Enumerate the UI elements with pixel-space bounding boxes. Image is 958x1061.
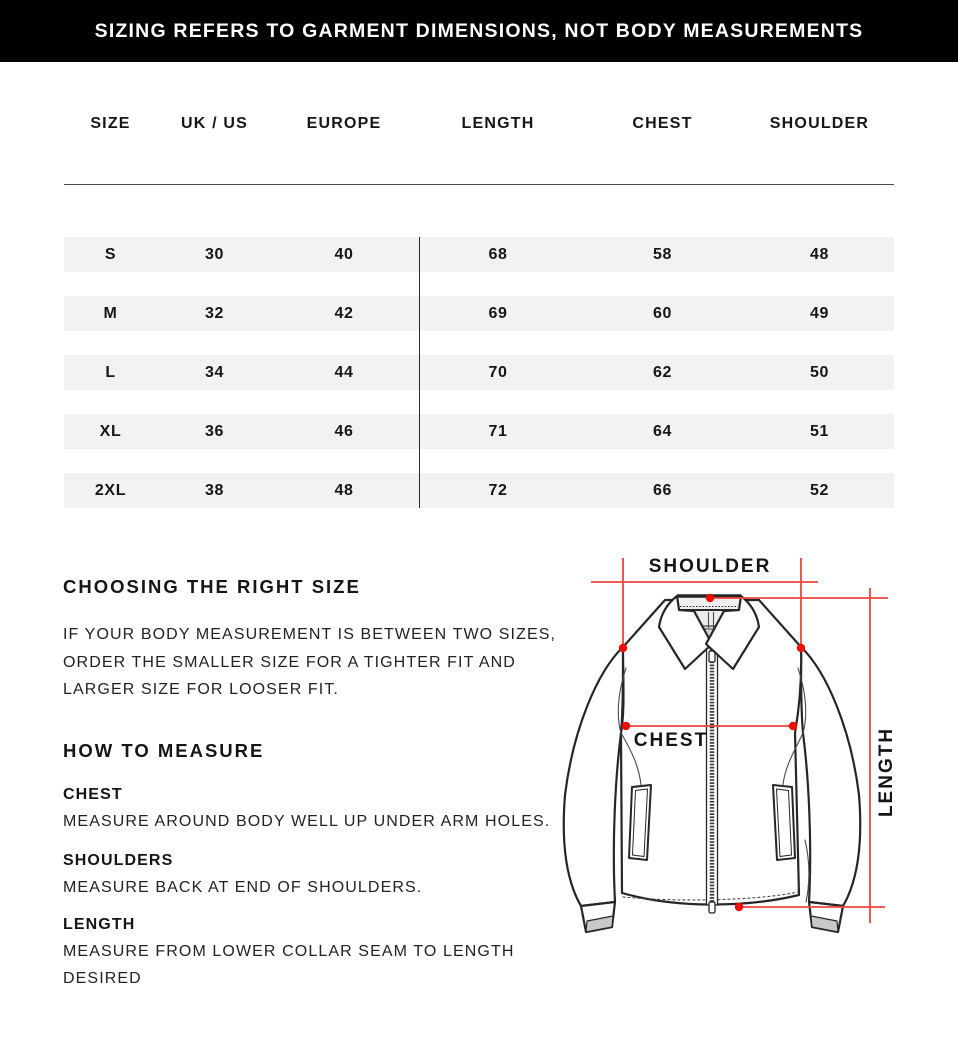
cell-size: 2XL xyxy=(94,481,127,499)
cell-length: 69 xyxy=(488,304,508,322)
measure-item-label: LENGTH xyxy=(63,916,136,933)
cell-shoulder: 50 xyxy=(810,363,829,381)
measure-item-chest xyxy=(63,786,583,835)
choosing-size-text xyxy=(63,621,583,704)
table-row-2xl xyxy=(64,473,894,508)
table-header-rule xyxy=(64,184,894,185)
cell-length: 71 xyxy=(488,422,508,440)
column-header-chest: CHEST xyxy=(632,115,693,132)
measure-item-text: MEASURE AROUND BODY WELL UP UNDER ARM HOLES. xyxy=(63,813,551,830)
measure-item-text: MEASURE BACK AT END OF SHOULDERS. xyxy=(63,879,423,896)
cell-uk-us: 36 xyxy=(205,422,224,440)
sizing-disclaimer-banner xyxy=(0,0,958,62)
cell-length: 70 xyxy=(488,363,508,381)
measure-dot xyxy=(706,594,714,602)
cell-length: 72 xyxy=(488,481,508,499)
how-to-measure-heading: HOW TO MEASURE xyxy=(63,740,265,761)
cell-uk-us: 32 xyxy=(205,304,224,322)
choosing-size-line: ORDER THE SMALLER SIZE FOR A TIGHTER FIT AND xyxy=(63,653,516,671)
cell-europe: 42 xyxy=(334,304,354,322)
measure-item-shoulders xyxy=(63,852,583,901)
column-header-europe: EUROPE xyxy=(306,115,382,132)
measure-item-text: DESIRED xyxy=(63,970,142,987)
cell-europe: 44 xyxy=(334,363,354,381)
cell-chest: 58 xyxy=(653,245,672,263)
measure-dot xyxy=(789,722,797,730)
cell-europe: 40 xyxy=(334,245,354,263)
measure-dot xyxy=(619,644,627,652)
table-row-m xyxy=(64,296,894,331)
cell-chest: 60 xyxy=(653,304,672,322)
zipper-bottom-stop xyxy=(709,902,715,913)
choosing-size-line: IF YOUR BODY MEASUREMENT IS BETWEEN TWO SIZES, xyxy=(63,626,557,643)
measure-item-text: MEASURE FROM LOWER COLLAR SEAM TO LENGTH xyxy=(63,943,515,960)
column-header-uk-us: UK / US xyxy=(180,115,249,132)
jacket-left-sleeve xyxy=(564,647,623,906)
cell-length: 68 xyxy=(488,245,508,263)
diagram-chest-label: CHEST xyxy=(633,730,709,751)
cell-size: XL xyxy=(99,422,122,440)
measure-dot xyxy=(797,644,805,652)
cell-chest: 66 xyxy=(653,481,672,499)
column-header-length: LENGTH xyxy=(461,115,535,132)
jacket-zipper xyxy=(707,647,718,913)
diagram-length-label: LENGTH xyxy=(876,726,897,818)
diagram-shoulder-label: SHOULDER xyxy=(648,556,772,577)
table-row-s xyxy=(64,237,894,272)
measure-dot xyxy=(735,903,743,911)
cell-size: L xyxy=(105,363,116,381)
column-header-shoulder: SHOULDER xyxy=(769,115,870,132)
sizing-disclaimer-text: SIZING REFERS TO GARMENT DIMENSIONS, NOT BODY MEASUREMENTS xyxy=(94,19,864,42)
cell-chest: 64 xyxy=(653,422,672,440)
cell-europe: 46 xyxy=(334,422,354,440)
cell-shoulder: 52 xyxy=(810,481,829,499)
measure-item-label: CHEST xyxy=(63,786,123,803)
cell-uk-us: 30 xyxy=(205,245,224,263)
measure-item-length xyxy=(63,916,583,992)
jacket-right-sleeve xyxy=(801,647,860,906)
size-table-header xyxy=(64,110,894,138)
table-row-l xyxy=(64,355,894,390)
cell-shoulder: 48 xyxy=(810,245,829,263)
measure-dot xyxy=(622,722,630,730)
jacket-measurement-diagram xyxy=(555,550,958,970)
measure-item-label: SHOULDERS xyxy=(63,852,174,869)
cell-size: M xyxy=(103,304,118,322)
choosing-size-heading: CHOOSING THE RIGHT SIZE xyxy=(63,576,361,597)
cell-europe: 48 xyxy=(334,481,354,499)
cell-uk-us: 38 xyxy=(205,481,224,499)
cell-uk-us: 34 xyxy=(205,363,224,381)
cell-shoulder: 51 xyxy=(810,422,829,440)
cell-chest: 62 xyxy=(653,363,672,381)
cell-size: S xyxy=(104,245,117,263)
table-column-divider xyxy=(419,237,420,508)
choosing-size-line: LARGER SIZE FOR LOOSER FIT. xyxy=(63,681,339,698)
column-header-size: SIZE xyxy=(90,115,131,132)
table-row-xl xyxy=(64,414,894,449)
cell-shoulder: 49 xyxy=(810,304,829,322)
